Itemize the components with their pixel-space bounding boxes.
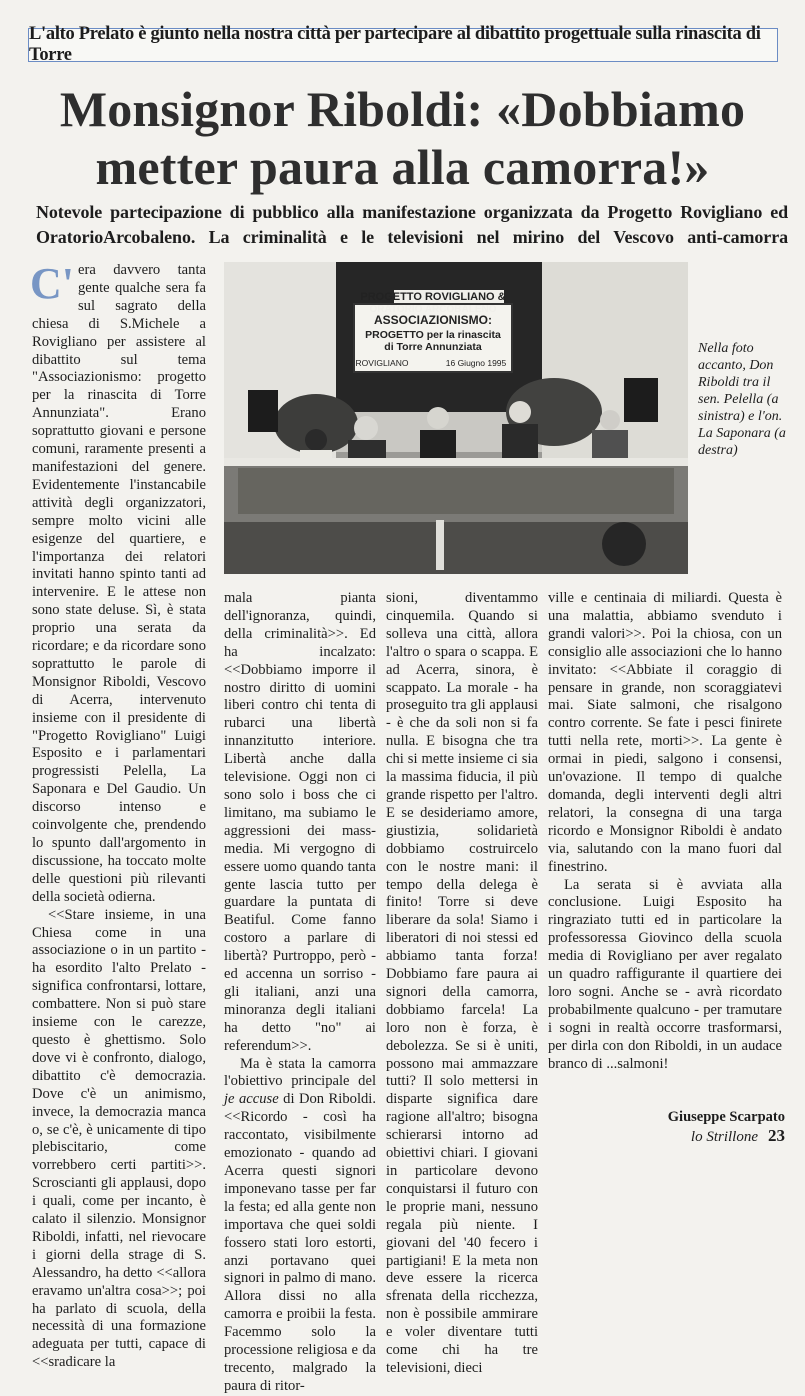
article-photo: [224, 262, 688, 574]
paragraph: sioni, diventammo cinquemila. Quando si solleva una città, allora l'altro o spara o scappa. E ad Acerra, sinora, è scappato. La morale - ha proseguito tra gli applausi - è che da soli non si fa nulla. E bisogna che tra chi si mette insieme ci sia la massima fiducia, il più grande rispetto per l'altro. E se desideriamo amore, giustizia, solidarietà dobbiamo costruircelo con le nostre mani: il tempo della delega è finito! Torre si deve liberare da sola! Siamo i liberatori di noi stessi ed abbiamo tanta forza! Dobbiamo fare paura ai signori della camorra, dobbiamo farcela! La loro non è forza, è debolezza. Se si è uniti, possono mai ammazzare tutti? Il solo mettersi in disparte significa dare ragione all'altro; bisogna schierarsi intorno ad obiettivi chiari. I giovani in particolare devono conquistarsi il futuro con le proprie mani, nessuno regala più niente. I giovani del '40 fecero i partigiani! E la meta non deve essere la ricerca sfrenata della ricchezza, non è possibile ammirare e voler diventare tutti come chi ha tre televisioni, dieci: [386, 590, 538, 1376]
paragraph-text: di Don Riboldi. <<Ricordo - così ha raccontato, visibilmente emozionato - quando ad Acerra questi signori imponevano tasse per far la festa; ed alla gente non importava che quei soldi fossero stati loro estorti, anzi portavano quei signori in palmo di mano. Allora dissi no alla camorra e proibii la festa. Facemmo solo la processione religiosa e da trecento, malgrado la paura di ritor-: [224, 1091, 376, 1394]
headline: [20, 80, 785, 196]
page-number: 23: [768, 1126, 785, 1145]
sign-line-2: di Torre Annunziata: [384, 341, 482, 353]
photo-caption: Nella foto accanto, Don Riboldi tra il sen. Pelella (a sinistra) e l'on. La Saponara (a destra): [698, 341, 786, 458]
article-column-1: [30, 259, 206, 1372]
paragraph: mala pianta dell'ignoranza, quindi, della criminalità>>. Ed ha incalzato: <<Dobbiamo imporre il nostro diritto di uomini liberi contro chi tenta di rubarci una libertà innanzitutto interiore. Libertà anche dalla televisione. Oggi non ci sono solo i boss che ci limitano, ma subiamo le aggressioni dei mass-media. Mi vergogno di essere uomo quando tanta gente lascia tutto per guardare la puntata di Beatiful. Come fanno costoro a parlare di libertà? Purtroppo, però - ed accenna un sorriso - gli italiani, anzi una minoranza degli italiani ha detto "no" ai referendum>>.: [224, 590, 376, 1054]
sign-date: 16 Giugno 1995: [445, 358, 507, 368]
article-column-3: [386, 590, 538, 1378]
kicker-text: L'alto Prelato è giunto nella nostra città per partecipare al dibattito progettuale sulla rinascita di Torre: [29, 24, 761, 65]
deck-subtitle: Notevole partecipazione di pubblico alla manifestazione organizzata da Progetto Rovigliano ed OratorioArcobaleno. La criminalità e le televisioni nel mirino del Vescovo anti-camorra: [36, 202, 788, 247]
sign-line-1: PROGETTO per la rinascita: [365, 329, 501, 341]
emphasis-text: je accuse: [224, 1091, 279, 1108]
sign-place: ROVIGLIANO: [355, 358, 409, 368]
sign-title: ASSOCIAZIONISMO:: [373, 313, 493, 327]
paragraph: <<Stare insieme, in una Chiesa come in una associazione o in un partito - ha esordito l'alto Prelato - significa confrontarsi, lottare, combattere. Non si può stare insieme con le carezze, questo è ghettismo. Solo dove vi è confronto, dialogo, dibattito c'è democrazia. Dove c'è un animismo, invece, la democrazia manca o, se c'è, è unicamente di tipo plebiscitario, come vorrebbero certi partiti>>. Scroscianti gli applausi, dopo i quali, come per incanto, è calato il silenzio. Monsignor Riboldi, infatti, nel rievocare i giorni della strage di S. Alessandro, ha detto <<allora eravamo un'altra cosa>>; poi ha parlato di scuola, della necessità di una formazione adeguata per tutti, capace di <<sradicare la: [32, 906, 206, 1371]
paragraph: ville e centinaia di miliardi. Questa è una malattia, abbiamo svenduto i grandi valori>>. Poi la chiosa, con un consiglio alle associazioni che lo hanno invitato: <<Abbiate il coraggio di pensare in grande, non scoraggiatevi mai. Siate salmoni, che risalgono contro corrente. Se fate i pesci finirete tutti nella rete, morti>>. La gente è ormai in piedi, salgono i consensi, un'ovazione. Il tempo di qualche domanda, degli interventi degli altri relatori, la consegna di una targa ricordo e Monsignor Riboldi è andato via, salutando con la mano fuori dal finestrino.: [548, 590, 782, 875]
kicker-box: [28, 24, 778, 65]
paragraph: La serata si è avviata alla conclusione. Luigi Esposito ha ringraziato tutti ed in particolare la professoressa Giovinco della scuola media di Rovigliano per aver regalato un quadro raffigurante il quartiere dei loro sogni. Anche se - avrà ricordato probabilmente qualcuno - per tramutare i sogni in realtà occorre trasformarsi, per dirla con don Riboldi, in un audace branco di ...salmoni!: [548, 876, 782, 1072]
author-byline: Giuseppe Scarpato: [667, 1109, 785, 1125]
headline-line-1: Monsignor Riboldi: «Dobbiamo: [59, 81, 746, 137]
magazine-name: lo Strillone: [690, 1129, 758, 1145]
banner-text-1: PROGETTO ROVIGLIANO &: [360, 291, 506, 303]
paragraph: [30, 259, 206, 907]
banner-text-2: ORATORIO ARCOBALENO: [369, 304, 497, 315]
paragraph-text: era davvero tanta gente qualche sera fa sul sagrato della chiesa di S.Michele a Rovigliano per assistere al dibattito sul tema "Associazionismo: progetto per la rinascita di Torre Annunziata". Erano soprattutto giovani e persone comuni, raramente presenti a manifestazioni del genere. Evidentemente l'instancabile attività degli organizzatori, sempre molto vicini alle esigenze del quartiere, e l'importanza dei relatori invitati hanno spinto tanti ad intervenire. E le attese non sono state deluse. Sì, è stata proprio una serata da ricordare; e da ricordare sono soprattutto le parole di Monsignor Riboldi, Vescovo di Acerra, intervenuto insieme con il presidente di "Progetto Rovigliano" Luigi Esposito e i parlamentari progressisti Pelella, La Saponara e Del Gaudio. Un discorso intenso e coinvolgente che, prendendo lo spunto dall'argomento in discussione, ha toccato molte delle questioni più rilevanti della società odierna.: [32, 262, 206, 905]
paragraph-text: Ma è stata la camorra l'obiettivo principale del: [224, 1055, 376, 1090]
drop-cap: C': [30, 259, 74, 308]
page-footer: [691, 1126, 785, 1146]
article-column-4: [548, 590, 782, 1073]
article-column-2: [224, 590, 376, 1396]
paragraph: [224, 1056, 376, 1396]
photo-illustration: [224, 262, 688, 574]
headline-line-2: metter paura alla camorra!»: [95, 139, 710, 195]
